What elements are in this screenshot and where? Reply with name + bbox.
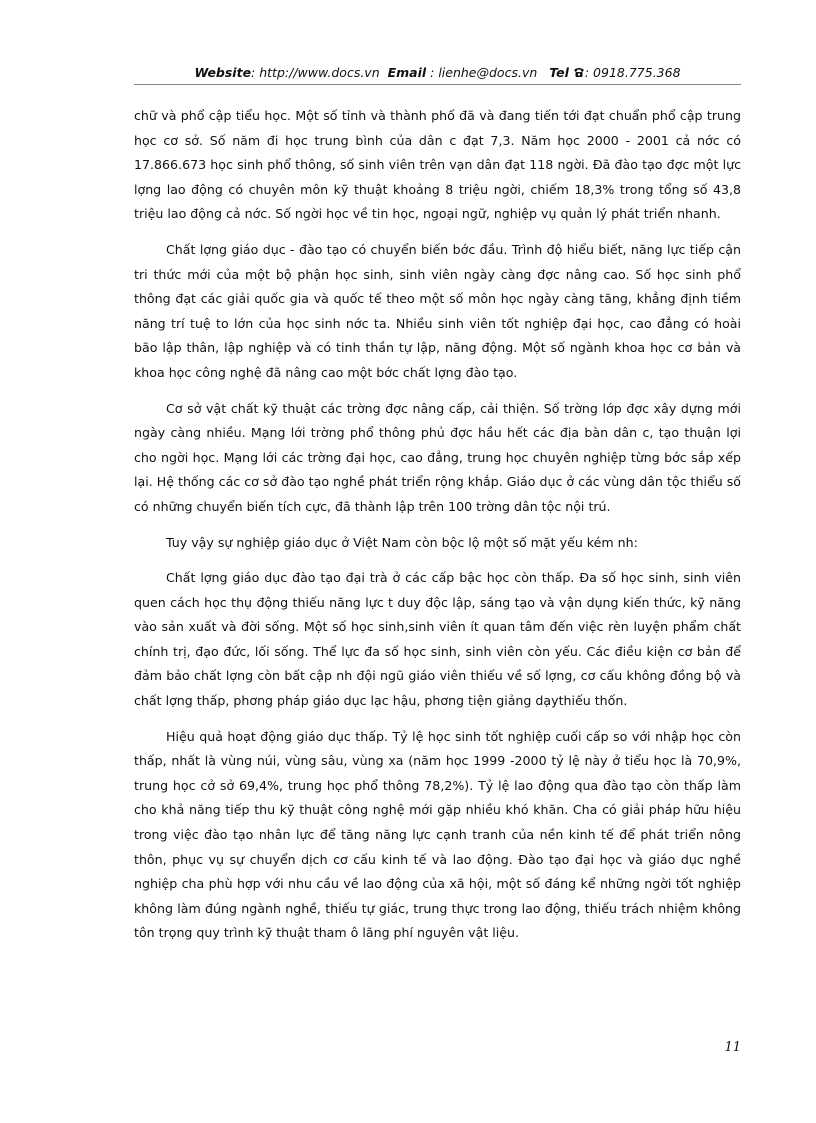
page-header	[134, 64, 741, 82]
paragraph-1: chữ và phổ cập tiểu học. Một số tỉnh và thành phố đã và đang tiến tới đạt chuẩn phổ cập trung học cơ sở. Số năm đi học trung bình của dân c đạt 7,3. Năm học 2000 - 2001 cả nớc có 17.866.673 học sinh phổ thông, số sinh viên trên vạn dân đạt 118 ngời. Đã đào tạo đợc một lực lợng lao động có chuyên môn kỹ thuật khoảng 8 triệu ngời, chiếm 18,3% trong tổng số 43,8 triệu lao động cả nớc. Số ngời học về tin học, ngoại ngữ, nghiệp vụ quản lý phát triển nhanh.	[134, 108, 741, 222]
website-url: : http://www.docs.vn	[251, 65, 380, 80]
page-number: 11	[724, 1040, 741, 1055]
website-label: Website	[194, 65, 252, 80]
phone-icon	[573, 65, 585, 80]
tel-number: : 0918.775.368	[584, 65, 681, 80]
paragraph-3: Cơ sở vật chất kỹ thuật các trờng đợc nâng cấp, cải thiện. Số trờng lớp đợc xây dựng mới ngày càng nhiều. Mạng lới trờng phổ thông phủ đợc hầu hết các địa bàn dân c, tạo thuận lợi cho ngời học. Mạng lới các trờng đại học, cao đẳng, trung học chuyên nghiệp từng bớc sắp xếp lại. Hệ thống các cơ sở đào tạo nghề phát triển rộng khắp. Giáo dục ở các vùng dân tộc thiểu số có những chuyển biến tích cực, đã thành lập trên 100 trờng dân tộc nội trú.	[134, 400, 741, 514]
document-body	[134, 104, 741, 957]
header-divider	[134, 84, 741, 85]
paragraph-4: Tuy vậy sự nghiệp giáo dục ở Việt Nam còn bộc lộ một số mặt yếu kém nh:	[166, 534, 638, 550]
paragraph-2: Chất lợng giáo dục - đào tạo có chuyển biến bớc đầu. Trình độ hiểu biết, năng lực tiếp cận tri thức mới của một bộ phận học sinh, sinh viên ngày càng đợc nâng cao. Số học sinh phổ thông đạt các giải quốc gia và quốc tế theo một số môn học ngày càng tăng, khẳng định tiềm năng trí tuệ to lớn của học sinh nớc ta. Nhiều sinh viên tốt nghiệp đại học, cao đẳng có hoài bão lập thân, lập nghiệp và có tinh thần tự lập, năng động. Một số ngành khoa học cơ bản và khoa học công nghệ đã nâng cao một bớc chất lợng đào tạo.	[134, 241, 741, 380]
paragraph-5: Chất lợng giáo dục đào tạo đại trà ở các cấp bậc học còn thấp. Đa số học sinh, sinh viên quen cách học thụ động thiếu năng lực t duy độc lập, sáng tạo và vận dụng kiến thức, kỹ năng vào sản xuất và đời sống. Một số học sinh,sinh viên ít quan tâm đến việc rèn luyện phẩm chất chính trị, đạo đức, lối sống. Thể lực đa số học sinh, sinh viên còn yếu. Các điều kiện cơ bản để đảm bảo chất lợng còn bất cập nh đội ngũ giáo viên thiếu về số lợng, cơ cấu không đồng bộ và chất lợng thấp, phơng pháp giáo dục lạc hậu, phơng tiện giảng dạythiếu thốn.	[134, 570, 741, 709]
paragraph-6: Hiệu quả hoạt động giáo dục thấp. Tỷ lệ học sinh tốt nghiệp cuối cấp so với nhập học còn thấp, nhất là vùng núi, vùng sâu, vùng xa (năm học 1999 -2000 tỷ lệ này ở tiểu học là 70,9%, trung học cở sở 69,4%, trung học phổ thông 78,2%). Tỷ lệ lao động qua đào tạo còn thấp làm cho khả năng tiếp thu kỹ thuật công nghệ mới gặp nhiều khó khăn. Cha có giải pháp hữu hiệu trong việc đào tạo nhân lực để tăng năng lực cạnh tranh của nền kinh tế để phát triển nông thôn, phục vụ sự chuyển dịch cơ cấu kinh tế và lao động. Đào tạo đại học và giáo dục nghề nghiệp cha phù hợp với nhu cầu về lao động của xã hội, một số đáng kể những ngời tốt nghiệp không làm đúng ngành nghề, thiếu tự giác, trung thực trong lao động, thiếu trách nhiệm không tôn trọng quy trình kỹ thuật tham ô lãng phí nguyên vật liệu.	[134, 728, 741, 941]
tel-label: Tel	[549, 65, 569, 80]
email-label: Email	[387, 65, 427, 80]
email-address: : lienhe@docs.vn	[426, 65, 538, 80]
